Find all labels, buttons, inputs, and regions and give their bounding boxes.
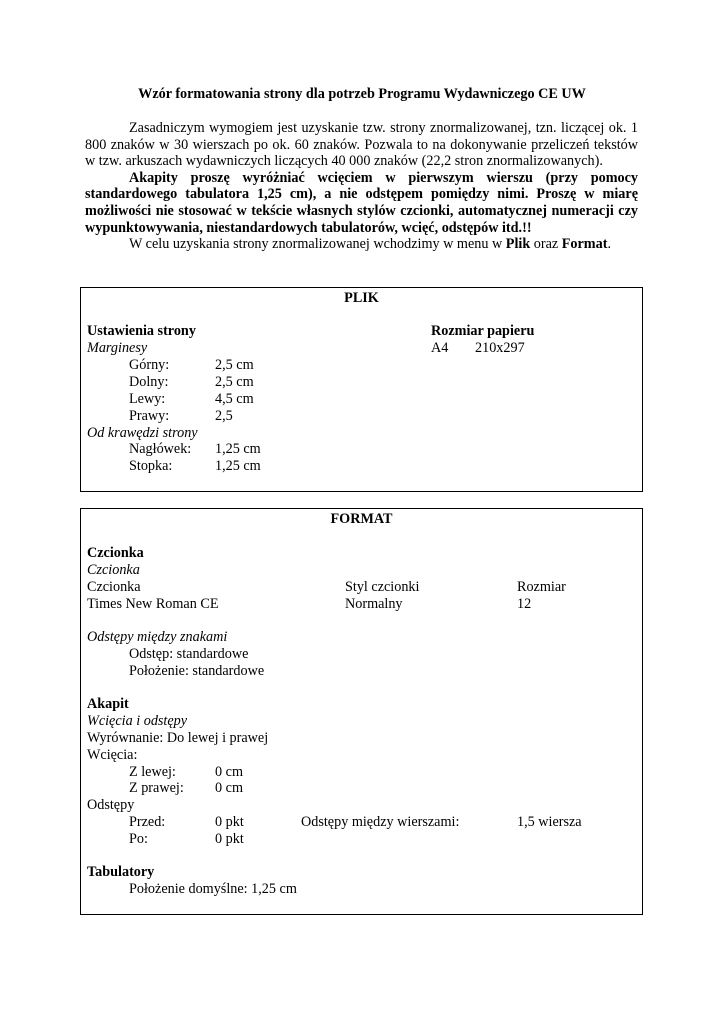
font-style-value: Normalny bbox=[345, 596, 403, 612]
intro-p3-format: Format bbox=[561, 236, 608, 253]
intro-p3-end: . bbox=[607, 236, 611, 253]
polozenie-value: Położenie: standardowe bbox=[129, 663, 265, 679]
od-krawedzi-label: Od krawędzi strony bbox=[87, 425, 198, 441]
prawy-label: Prawy: bbox=[129, 408, 170, 424]
czcionka-tab-label: Czcionka bbox=[87, 562, 140, 578]
format-heading: FORMAT bbox=[330, 511, 393, 527]
lewy-value: 4,5 cm bbox=[215, 391, 254, 407]
intro-paragraph-3 bbox=[85, 236, 638, 253]
dolny-value: 2,5 cm bbox=[215, 374, 254, 390]
intro-paragraph-2: Akapity proszę wyróżniać wcięciem w pierwszym wierszu (przy pomocy standardowego tabulatora 1,25 cm), a nie odstępem pomiędzy nimi. Proszę w miarę możliwości nie stosować w tekście własnych stylów czcionki, automatycznej numeracji czy wypunktowywania, niestandardowych tabulatorów, wcięć, odstępów itd.!! bbox=[85, 169, 638, 236]
z-lewej-label: Z lewej: bbox=[129, 764, 176, 780]
stopka-label: Stopka: bbox=[129, 458, 173, 474]
polozenie-domyslne-value: Położenie domyślne: 1,25 cm bbox=[129, 881, 297, 897]
tabulatory-section-label: Tabulatory bbox=[87, 864, 155, 880]
z-prawej-label: Z prawej: bbox=[129, 780, 184, 796]
lewy-label: Lewy: bbox=[129, 391, 166, 407]
z-prawej-value: 0 cm bbox=[215, 780, 243, 796]
line-spacing-value: 1,5 wiersza bbox=[517, 814, 582, 830]
po-value: 0 pkt bbox=[215, 831, 244, 847]
gorny-label: Górny: bbox=[129, 357, 170, 373]
col-rozmiar-label: Rozmiar bbox=[517, 579, 566, 595]
col-styl-label: Styl czcionki bbox=[345, 579, 420, 595]
z-lewej-value: 0 cm bbox=[215, 764, 243, 780]
intro-paragraph-1: Zasadniczym wymogiem jest uzyskanie tzw. strony znormalizowanej, tzn. liczącej ok. 1 800 znaków w 30 wierszach po ok. 60 znaków. Pozwala to na dokonywanie przeliczeń tekstów w tzw. arkuszach wydawniczych liczących 40 000 znaków (22,2 stron znormalizowanych). bbox=[85, 120, 638, 170]
plik-box bbox=[80, 287, 643, 492]
format-box bbox=[80, 508, 643, 915]
wciecia-odstepy-label: Wcięcia i odstępy bbox=[87, 713, 188, 729]
gorny-value: 2,5 cm bbox=[215, 357, 254, 373]
intro-p3-start: W celu uzyskania strony znormalizowanej wchodzimy w menu w bbox=[129, 236, 503, 253]
line-spacing-label: Odstępy między wierszami: bbox=[301, 814, 460, 830]
dolny-label: Dolny: bbox=[129, 374, 169, 390]
paper-dimensions-value: 210x297 bbox=[475, 340, 525, 356]
document-title: Wzór formatowania strony dla potrzeb Programu Wydawniczego CE UW bbox=[138, 86, 586, 102]
paper-format-value: A4 bbox=[431, 340, 449, 356]
stopka-value: 1,25 cm bbox=[215, 458, 261, 474]
ustawienia-strony-label: Ustawienia strony bbox=[87, 323, 196, 339]
odstep-value: Odstęp: standardowe bbox=[129, 646, 249, 662]
po-label: Po: bbox=[129, 831, 148, 847]
naglowek-label: Nagłówek: bbox=[129, 441, 192, 457]
wciecia-label: Wcięcia: bbox=[87, 747, 138, 763]
czcionka-section-label: Czcionka bbox=[87, 545, 144, 561]
rozmiar-papieru-label: Rozmiar papieru bbox=[431, 323, 535, 339]
font-size-value: 12 bbox=[517, 596, 532, 612]
intro-section bbox=[85, 120, 638, 253]
intro-p3-plik: Plik bbox=[505, 236, 531, 253]
naglowek-value: 1,25 cm bbox=[215, 441, 261, 457]
plik-heading: PLIK bbox=[344, 290, 379, 306]
prawy-value: 2,5 bbox=[215, 408, 233, 424]
wyrownanie-value: Wyrównanie: Do lewej i prawej bbox=[87, 730, 269, 746]
odstepy-znakami-label: Odstępy między znakami bbox=[87, 629, 228, 645]
akapit-section-label: Akapit bbox=[87, 696, 129, 712]
col-czcionka-label: Czcionka bbox=[87, 579, 141, 595]
przed-label: Przed: bbox=[129, 814, 166, 830]
odstepy-label: Odstępy bbox=[87, 797, 135, 813]
font-name-value: Times New Roman CE bbox=[87, 596, 219, 612]
marginesy-label: Marginesy bbox=[87, 340, 148, 356]
przed-value: 0 pkt bbox=[215, 814, 244, 830]
intro-p3-oraz: oraz bbox=[533, 236, 559, 253]
